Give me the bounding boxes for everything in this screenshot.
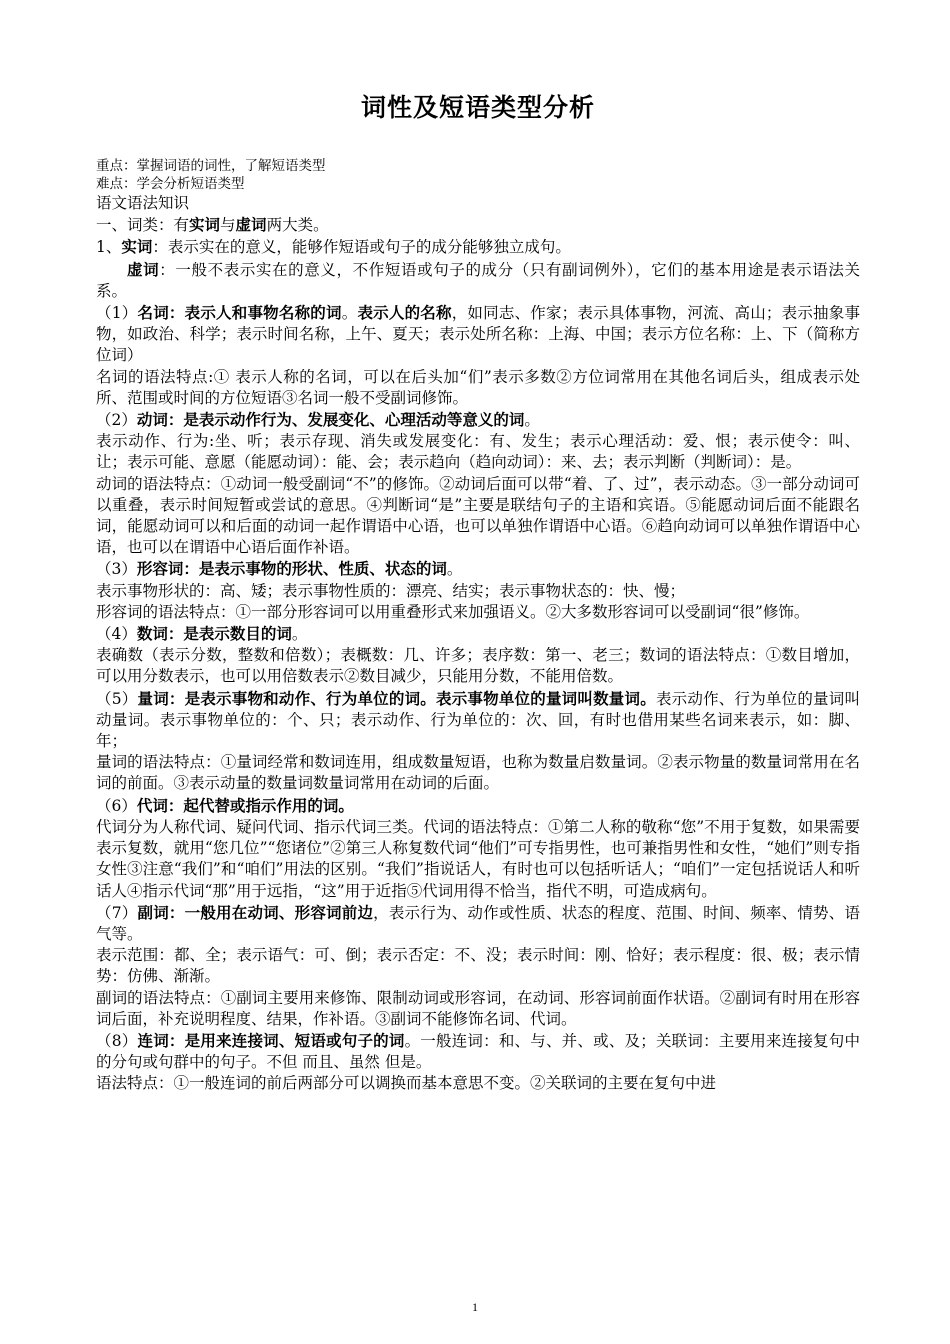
document-title: 词性及短语类型分析 xyxy=(360,93,595,122)
adverb-definition: （7）副词：一般用在动词、形容词前边，表示行为、动作或性质、状态的程度、范围、时间、频率、情势、语气等。 xyxy=(96,902,860,943)
classifier-definition: （5）量词：是表示事物和动作、行为单位的词。表示事物单位的量词叫数量词。表示动作、行为单位的量词叫动量词。表示事物单位的：个、只；表示动作、行为单位的：次、回，有时也借用某些名词来表示，如：脚、年； xyxy=(96,688,860,751)
pronoun-definition: （6）代词：起代替或指示作用的词。 xyxy=(96,795,354,815)
conjunction-features: 语法特点：①一般连词的前后两部分可以调换而基本意思不变。②关联词的主要在复句中进 xyxy=(96,1074,717,1093)
content-word-definition: 1、实词：表示实在的意义，能够作短语或句子的成分能够独立成句。 xyxy=(96,237,571,257)
adverb-examples: 表示范围：都、全；表示语气：可、倒；表示否定：不、没；表示时间：刚、恰好；表示程度：很、极；表示情势：仿佛、渐渐。 xyxy=(96,946,860,986)
pronoun-text: 代词分为人称代词、疑问代词、指示代词三类。代词的语法特点：①第二人称的敬称“您”不用于复数，如果需要表示复数，就用“您几位”“您诸位”②第三人称复数代词“他们”可专指男性，也可兼指男性和女性，“她们”则专指女性③注意“我们”和“咱们”用法的区别。“我们”指说话人，有时也可以包括听话人；“咱们”一定包括说话人和听话人④指示代词“那”用于远指，“这”用于近指⑤代词用得不恰当，指代不明，可造成病句。 xyxy=(96,817,860,900)
document-body xyxy=(96,88,860,1095)
adjective-definition: （3）形容词：是表示事物的形状、性质、状态的词。 xyxy=(96,559,463,579)
word-class-intro: 一、词类：有实词与虚词两大类。 xyxy=(96,215,329,235)
adverb-features: 副词的语法特点：①副词主要用来修饰、限制动词或形容词，在动词、形容词前面作状语。②副词有时用在形容词后面，补充说明程度、结果，作补语。③副词不能修饰名词、代词。 xyxy=(96,988,860,1028)
section-heading: 语文语法知识 xyxy=(96,194,190,212)
verb-examples: 表示动作、行为:坐、听；表示存现、消失或发展变化：有、发生；表示心理活动：爱、恨；表示使令：叫、让；表示可能、意愿（能愿动词）：能、会；表示趋向（趋向动词）：来、去；表示判断（判断词）：是。 xyxy=(96,432,860,472)
page-number: 1 xyxy=(472,1300,478,1314)
adjective-features: 形容词的语法特点：①一部分形容词可以用重叠形式来加强语义。②大多数形容词可以受副词“很”修饰。 xyxy=(96,602,810,621)
classifier-features: 量词的语法特点：①量词经常和数词连用，组成数量短语，也称为数量启数量词。②表示物量的数量词常用在名词的前面。③表示动量的数量词数量词常用在动词的后面。 xyxy=(96,753,860,793)
noun-features: 名词的语法特点:① 表示人称的名词，可以在后头加“们”表示多数②方位词常用在其他名词后头，组成表示处所、范围或时间的方位短语③名词一般不受副词修饰。 xyxy=(96,367,860,407)
conjunction-definition: （8）连词：是用来连接词、短语或句子的词。一般连词：和、与、并、或、及；关联词：主要用来连接复句中的分句或句群中的句子。不但 而且、虽然 但是。 xyxy=(96,1030,860,1072)
function-word-definition: 虚词：一般不表示实在的意义，不作短语或句子的成分（只有副词例外），它们的基本用途是表示语法关系。 xyxy=(96,259,860,300)
noun-definition: （1）名词：表示人和事物名称的词。表示人的名称，如同志、作家；表示具体事物，河流、高山；表示抽象事物，如政治、科学；表示时间名称，上午、夏天；表示处所名称：上海、中国；表示方位名称：上、下（简称方位词） xyxy=(96,303,860,365)
verb-features: 动词的语法特点：①动词一般受副词“不”的修饰。②动词后面可以带“着、了、过”，表示动态。③一部分动词可以重叠，表示时间短暂或尝试的意思。④判断词“是”主要是联结句子的主语和宾语。⑤能愿动词后面不能跟名词，能愿动词可以和后面的动词一起作谓语中心语，也可以单独作谓语中心语。⑥趋向动词可以单独作谓语中心语，也可以在谓语中心语后面作补语。 xyxy=(96,474,860,557)
difficulty-point: 难点：学会分析短语类型 xyxy=(96,175,245,192)
verb-definition: （2）动词：是表示动作行为、发展变化、心理活动等意义的词。 xyxy=(96,410,540,430)
numeral-text: 表确数（表示分数，整数和倍数）；表概数：几、许多；表序数：第一、老三；数词的语法特点：①数目增加，可以用分数表示，也可以用倍数表示②数目减少，只能用分数，不能用倍数。 xyxy=(96,646,860,686)
adjective-examples: 表示事物形状的：高、矮；表示事物性质的：漂亮、结实；表示事物状态的：快、慢； xyxy=(96,581,686,600)
numeral-definition: （4）数词：是表示数目的词。 xyxy=(96,624,308,644)
key-point: 重点：掌握词语的词性，了解短语类型 xyxy=(96,158,326,174)
